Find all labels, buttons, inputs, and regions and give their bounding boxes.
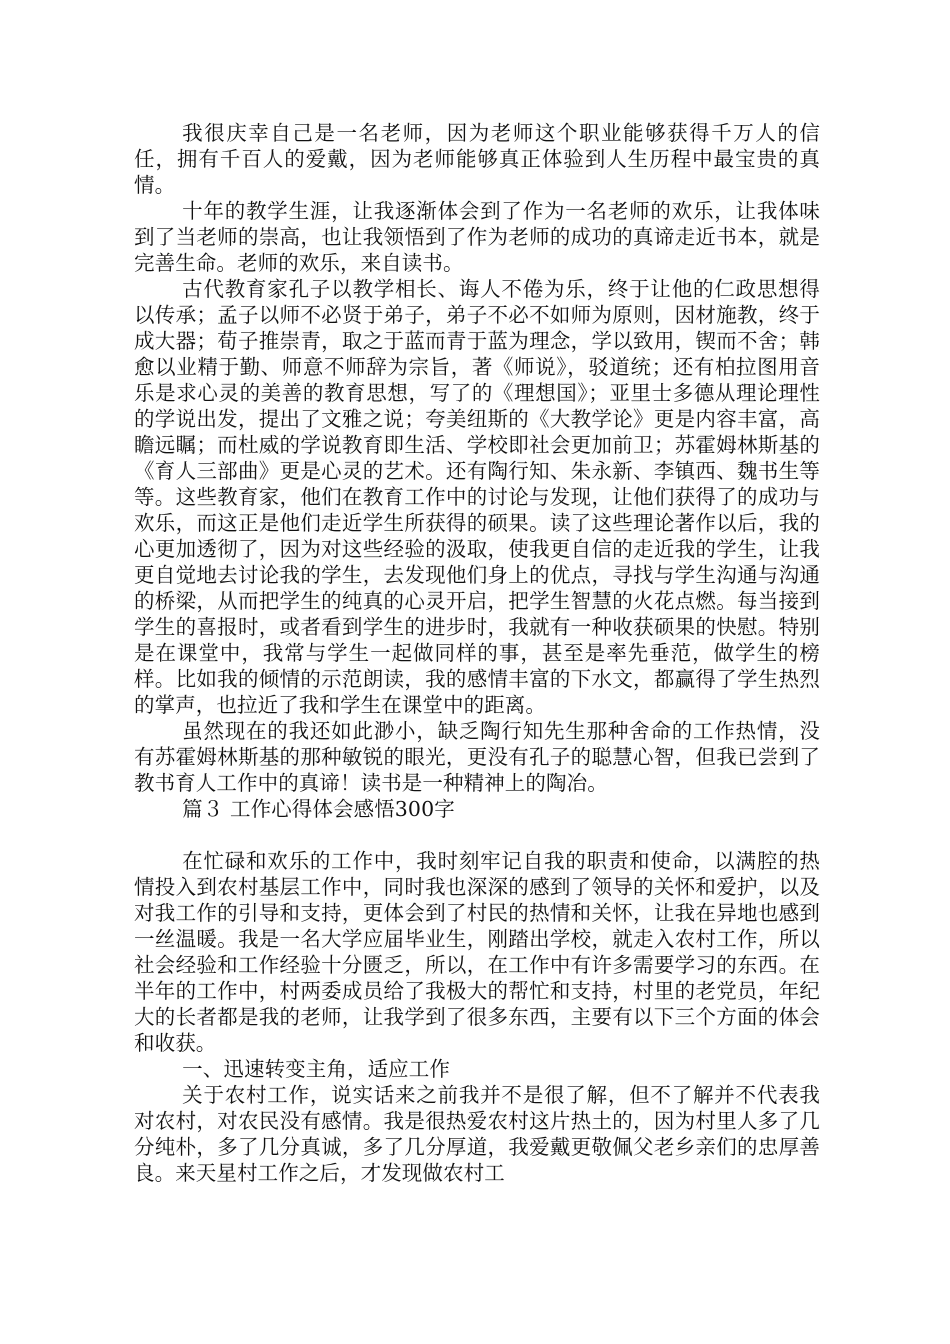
paragraph-2: 十年的教学生涯，让我逐渐体会到了作为一名老师的欢乐，让我体味到了当老师的崇高，也让我领悟到了作为老师的成功的真谛走近书本，就是完善生命。老师的欢乐，来自读书。: [134, 199, 820, 275]
paragraph-3: 古代教育家孔子以教学相长、诲人不倦为乐，终于让他的仁政思想得以传承；孟子以师不必贤于弟子，弟子不必不如师为原则，因材施教，终于成大器；荀子推崇青，取之于蓝而青于蓝为理念，学以致用，锲而不舍；韩愈以业精于勤、师意不师辞为宗旨，著《师说》，驳道统；还有柏拉图用音乐是求心灵的美善的教育思想，写了的《理想国》；亚里士多德从理论理性的学说出发，提出了文雅之说；夸美纽斯的《大教学论》更是内容丰富，高瞻远瞩；而杜威的学说教育即生活、学校即社会更加前卫；苏霍姆林斯基的《育人三部曲》更是心灵的艺术。还有陶行知、朱永新、李镇西、魏书生等等。这些教育家，他们在教育工作中的讨论与发现，让他们获得了的成功与欢乐，而这正是他们走近学生所获得的硕果。读了这些理论著作以后，我的心更加透彻了，因为对这些经验的汲取，使我更自信的走近我的学生，让我更自觉地去讨论我的学生，去发现他们身上的优点，寻找与学生沟通与沟通的桥梁，从而把学生的纯真的心灵开启，把学生智慧的火花点燃。每当接到学生的喜报时，或者看到学生的进步时，我就有一种收获硕果的快慰。特别是在课堂中，我常与学生一起做同样的事，甚至是率先垂范，做学生的榜样。比如我的倾情的示范朗读，我的感情丰富的下水文，都赢得了学生热烈的掌声，也拉近了我和学生在课堂中的距离。: [134, 277, 820, 717]
paragraph-5: 在忙碌和欢乐的工作中，我时刻牢记自我的职责和使命，以满腔的热情投入到农村基层工作中，同时我也深深的感到了领导的关怀和爱护，以及对我工作的引导和支持，更体会到了村民的热情和关怀，让我在异地也感到一丝温暖。我是一名大学应届毕业生，刚踏出学校，就走入农村工作，所以社会经验和工作经验十分匮乏，所以，在工作中有许多需要学习的东西。在半年的工作中，村两委成员给了我极大的帮忙和支持，村里的老党员，年纪大的长者都是我的老师，让我学到了很多东西，主要有以下三个方面的体会和收获。: [134, 849, 820, 1055]
section-title: 篇３ 工作心得体会感悟300字: [182, 797, 455, 821]
paragraph-6: 关于农村工作，说实话来之前我并不是很了解，但不了解并不代表我对农村，对农民没有感情。我是很热爱农村这片热土的，因为村里人多了几分纯朴，多了几分真诚，多了几分厚道，我爱戴更敬佩父老乡亲们的忠厚善良。来天星村工作之后，才发现做农村工: [134, 1083, 820, 1185]
document-body: [134, 120, 820, 1186]
paragraph-1: 我很庆幸自己是一名老师，因为老师这个职业能够获得千万人的信任，拥有千百人的爱戴，因为老师能够真正体验到人生历程中最宝贵的真情。: [134, 121, 820, 197]
subheading: 一、迅速转变主角，适应工作: [182, 1057, 450, 1081]
paragraph-4: 虽然现在的我还如此渺小，缺乏陶行知先生那种舍命的工作热情，没有苏霍姆林斯基的那种敏锐的眼光，更没有孔子的聪慧心智，但我已尝到了教书育人工作中的真谛！读书是一种精神上的陶冶。: [134, 719, 820, 795]
blank-line: [134, 822, 820, 848]
